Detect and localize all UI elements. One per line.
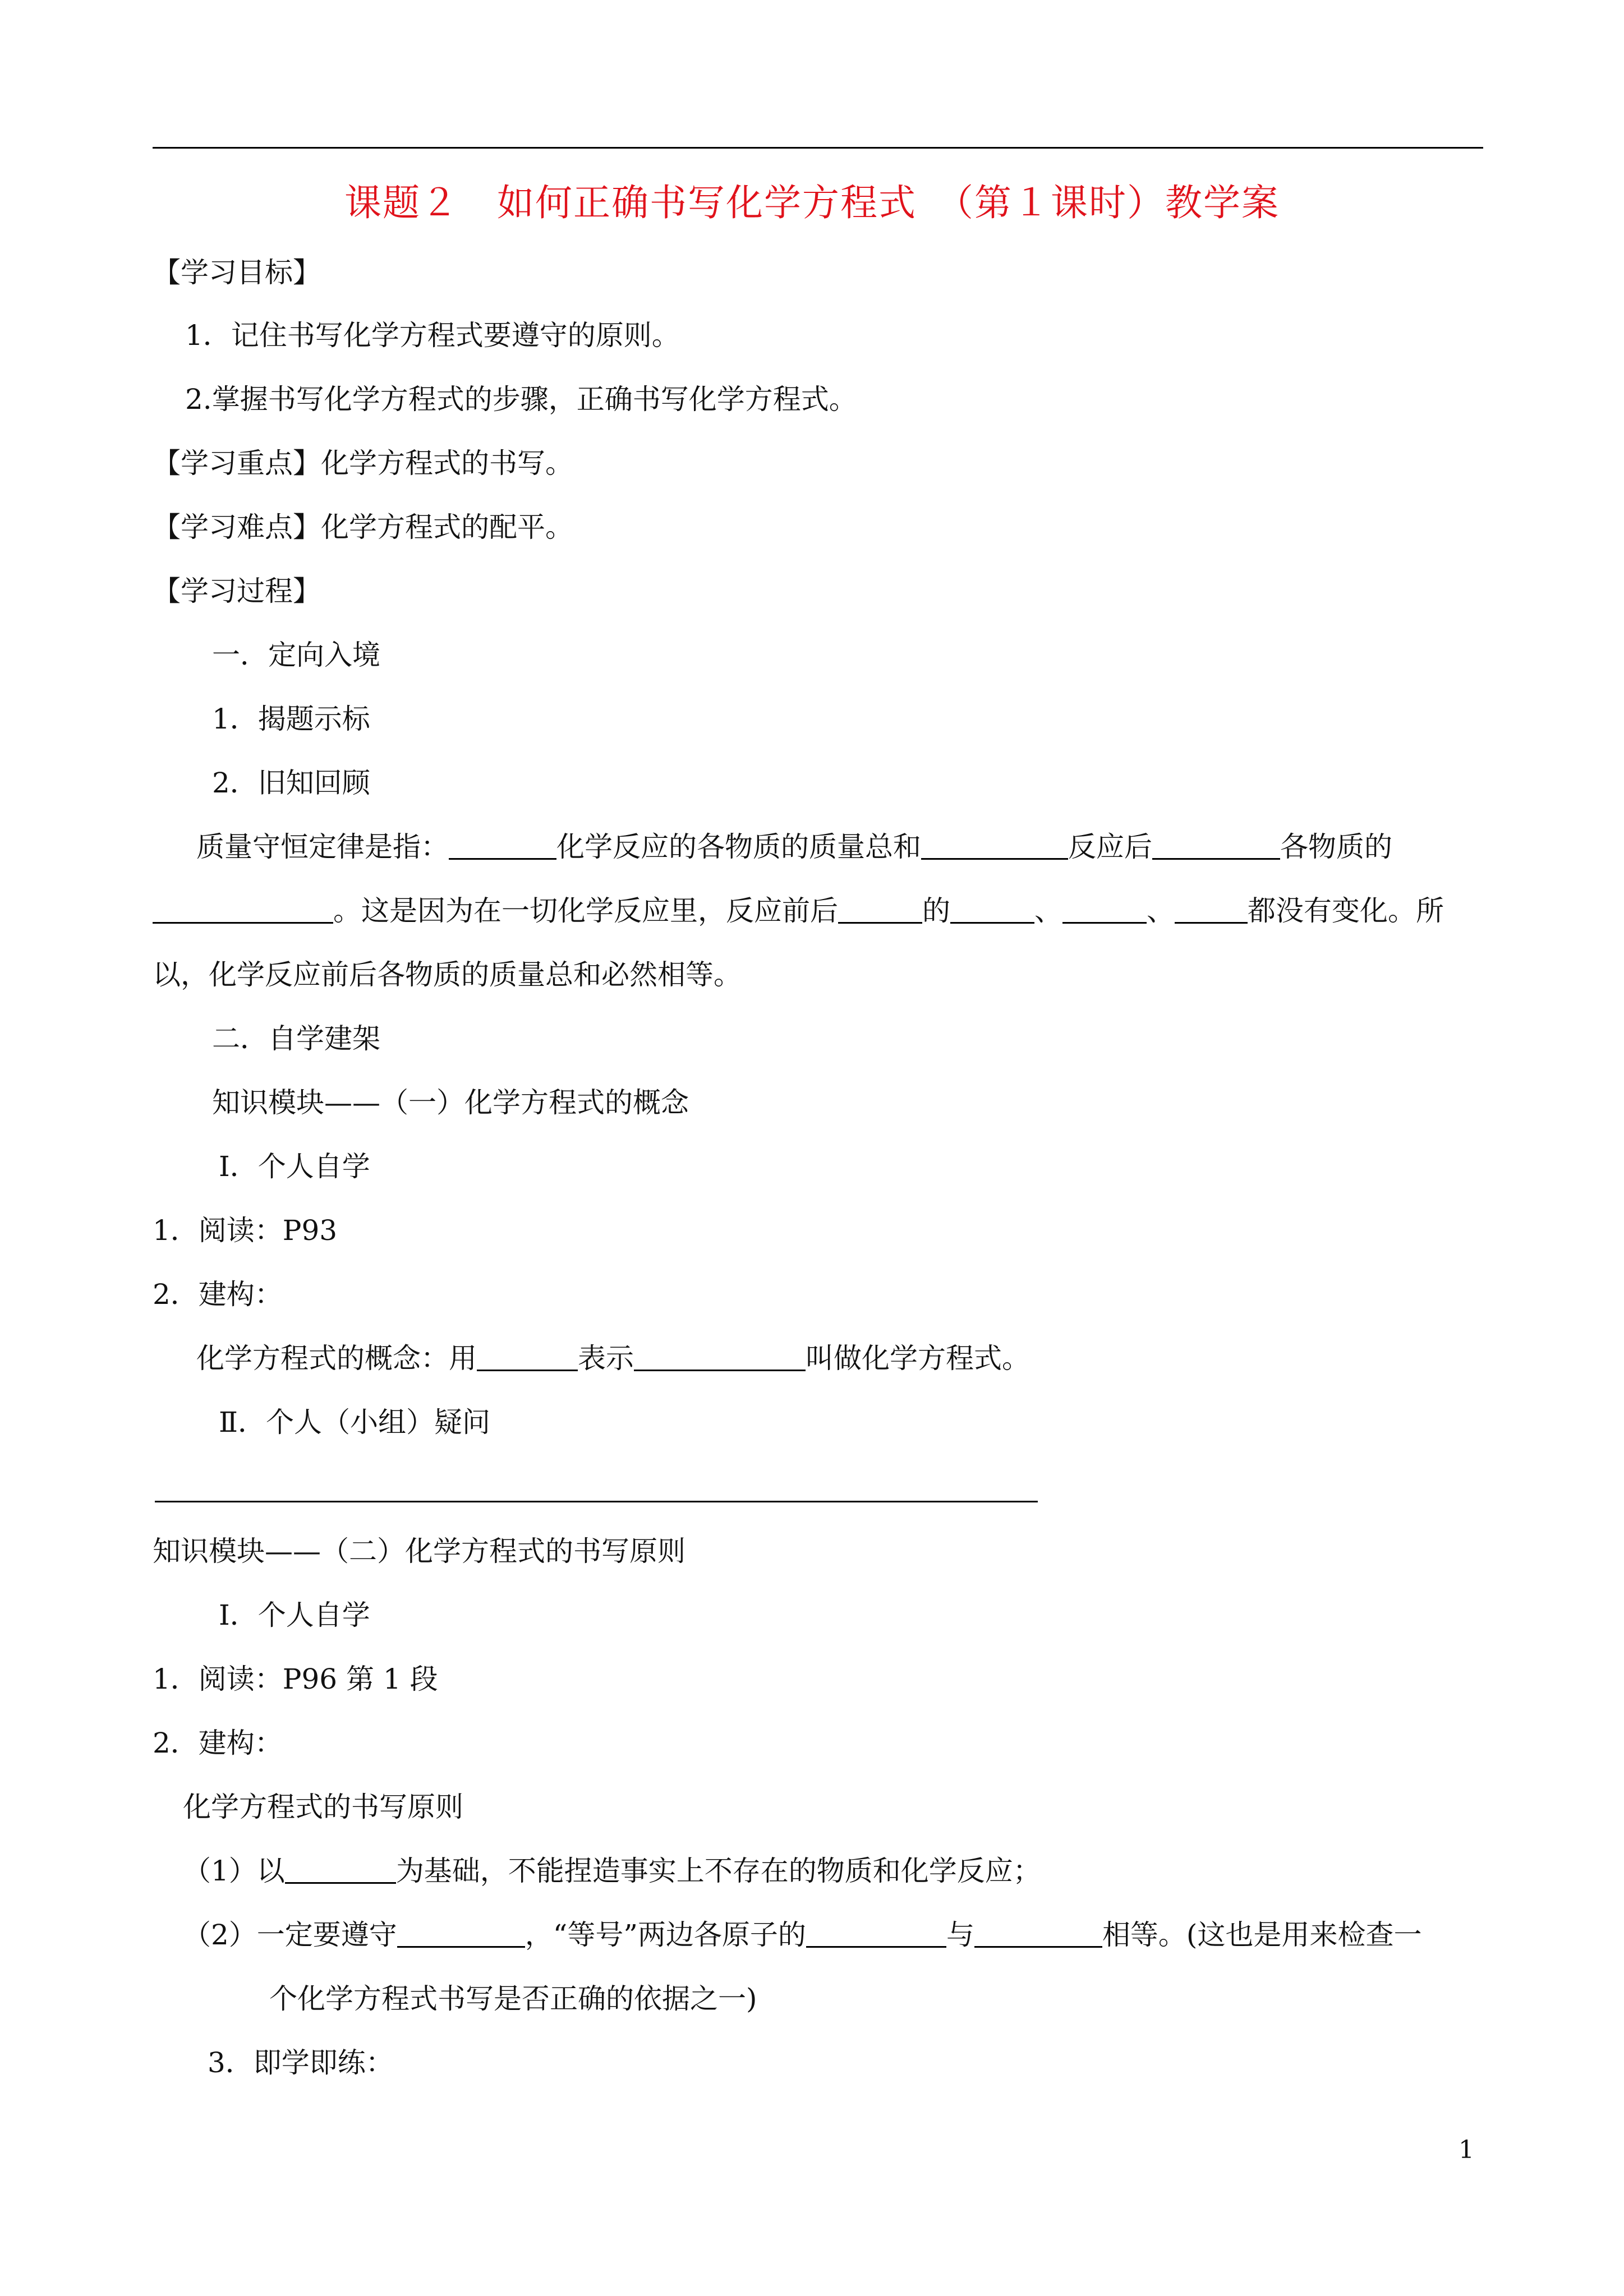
section1-heading: 一．定向入境 [212, 639, 380, 671]
fill-blank[interactable] [153, 896, 333, 924]
principle-text: ，“等号”两边各原子的 [525, 1919, 806, 1951]
fill-blank[interactable] [397, 1920, 525, 1948]
top-rule [153, 147, 1483, 149]
objective-item-1: 1．记住书写化学方程式要遵守的原则。 [185, 319, 680, 352]
difficulty: 【学习难点】化学方程式的配平。 [153, 511, 573, 543]
process-header: 【学习过程】 [153, 575, 321, 607]
fill-blank[interactable] [806, 1920, 946, 1948]
module1-build: 2．建构： [153, 1278, 283, 1311]
principle-text: 为基础，不能捏造事实上不存在的物质和化学反应； [395, 1855, 1041, 1887]
concept-text: 化学方程式的概念：用 [196, 1342, 477, 1375]
objectives-header: 【学习目标】 [153, 256, 321, 289]
review-text: 、 [1147, 895, 1175, 927]
review-text: 。这是因为在一切化学反应里，反应前后 [333, 895, 838, 927]
principles-heading: 化学方程式的书写原则 [183, 1791, 463, 1823]
review-text: 都没有变化。所 [1248, 895, 1444, 927]
key-point: 【学习重点】化学方程式的书写。 [153, 447, 573, 480]
fill-blank[interactable] [921, 832, 1068, 860]
concept-line [196, 1341, 1030, 1375]
review-text: 、 [1034, 895, 1062, 927]
module2-build: 2．建构： [153, 1727, 283, 1759]
review-text: 反应后 [1068, 831, 1152, 863]
review-text: 化学反应的各物质的质量总和 [556, 831, 921, 863]
fill-blank[interactable] [449, 832, 556, 860]
page-number: 1 [1459, 2136, 1474, 2164]
principle-2 [183, 1918, 1421, 1952]
section1-item-2: 2．旧知回顾 [212, 767, 370, 799]
principle-2-continued: 个化学方程式书写是否正确的依据之一) [269, 1983, 757, 2015]
section1-item-1: 1．揭题示标 [212, 703, 370, 735]
module2-heading: 知识模块——（二）化学方程式的书写原则 [153, 1535, 686, 1567]
principle-text: （1）以 [183, 1855, 285, 1887]
module1-heading: 知识模块——（一）化学方程式的概念 [212, 1086, 689, 1119]
module2-read: 1．阅读：P96 第 1 段 [153, 1663, 438, 1695]
review-text: 质量守恒定律是指： [196, 831, 449, 863]
review-line-1 [196, 830, 1392, 864]
answer-line[interactable] [155, 1501, 1038, 1502]
module1-question: Ⅱ．个人（小组）疑问 [219, 1406, 490, 1439]
objective-item-2: 2.掌握书写化学方程式的步骤，正确书写化学方程式。 [185, 383, 857, 416]
principle-text: 与 [946, 1919, 974, 1951]
fill-blank[interactable] [1175, 896, 1248, 924]
review-line-3: 以，化学反应前后各物质的质量总和必然相等。 [153, 958, 742, 991]
module2-self-study: Ⅰ．个人自学 [219, 1599, 370, 1631]
section2-heading: 二．自学建架 [212, 1022, 380, 1055]
practice-heading: 3．即学即练： [208, 2046, 394, 2079]
page-title: 课题２ 如何正确书写化学方程式 （第１课时）教学案 [344, 181, 1280, 224]
fill-blank[interactable] [838, 896, 922, 924]
fill-blank[interactable] [285, 1856, 396, 1884]
fill-blank[interactable] [477, 1344, 578, 1371]
concept-text: 表示 [578, 1342, 634, 1375]
concept-text: 叫做化学方程式。 [806, 1342, 1030, 1375]
fill-blank[interactable] [950, 896, 1034, 924]
fill-blank[interactable] [634, 1344, 806, 1371]
review-line-2 [153, 894, 1444, 928]
module1-self-study: Ⅰ．个人自学 [219, 1150, 370, 1183]
fill-blank[interactable] [1062, 896, 1147, 924]
principle-text: （2）一定要遵守 [183, 1919, 397, 1951]
review-text: 各物质的 [1280, 831, 1392, 863]
fill-blank[interactable] [974, 1920, 1102, 1948]
principle-1 [183, 1854, 1041, 1888]
principle-text: 相等。(这也是用来检查一 [1102, 1919, 1422, 1951]
fill-blank[interactable] [1152, 832, 1280, 860]
review-text: 的 [922, 895, 950, 927]
module1-read: 1．阅读：P93 [153, 1214, 338, 1247]
